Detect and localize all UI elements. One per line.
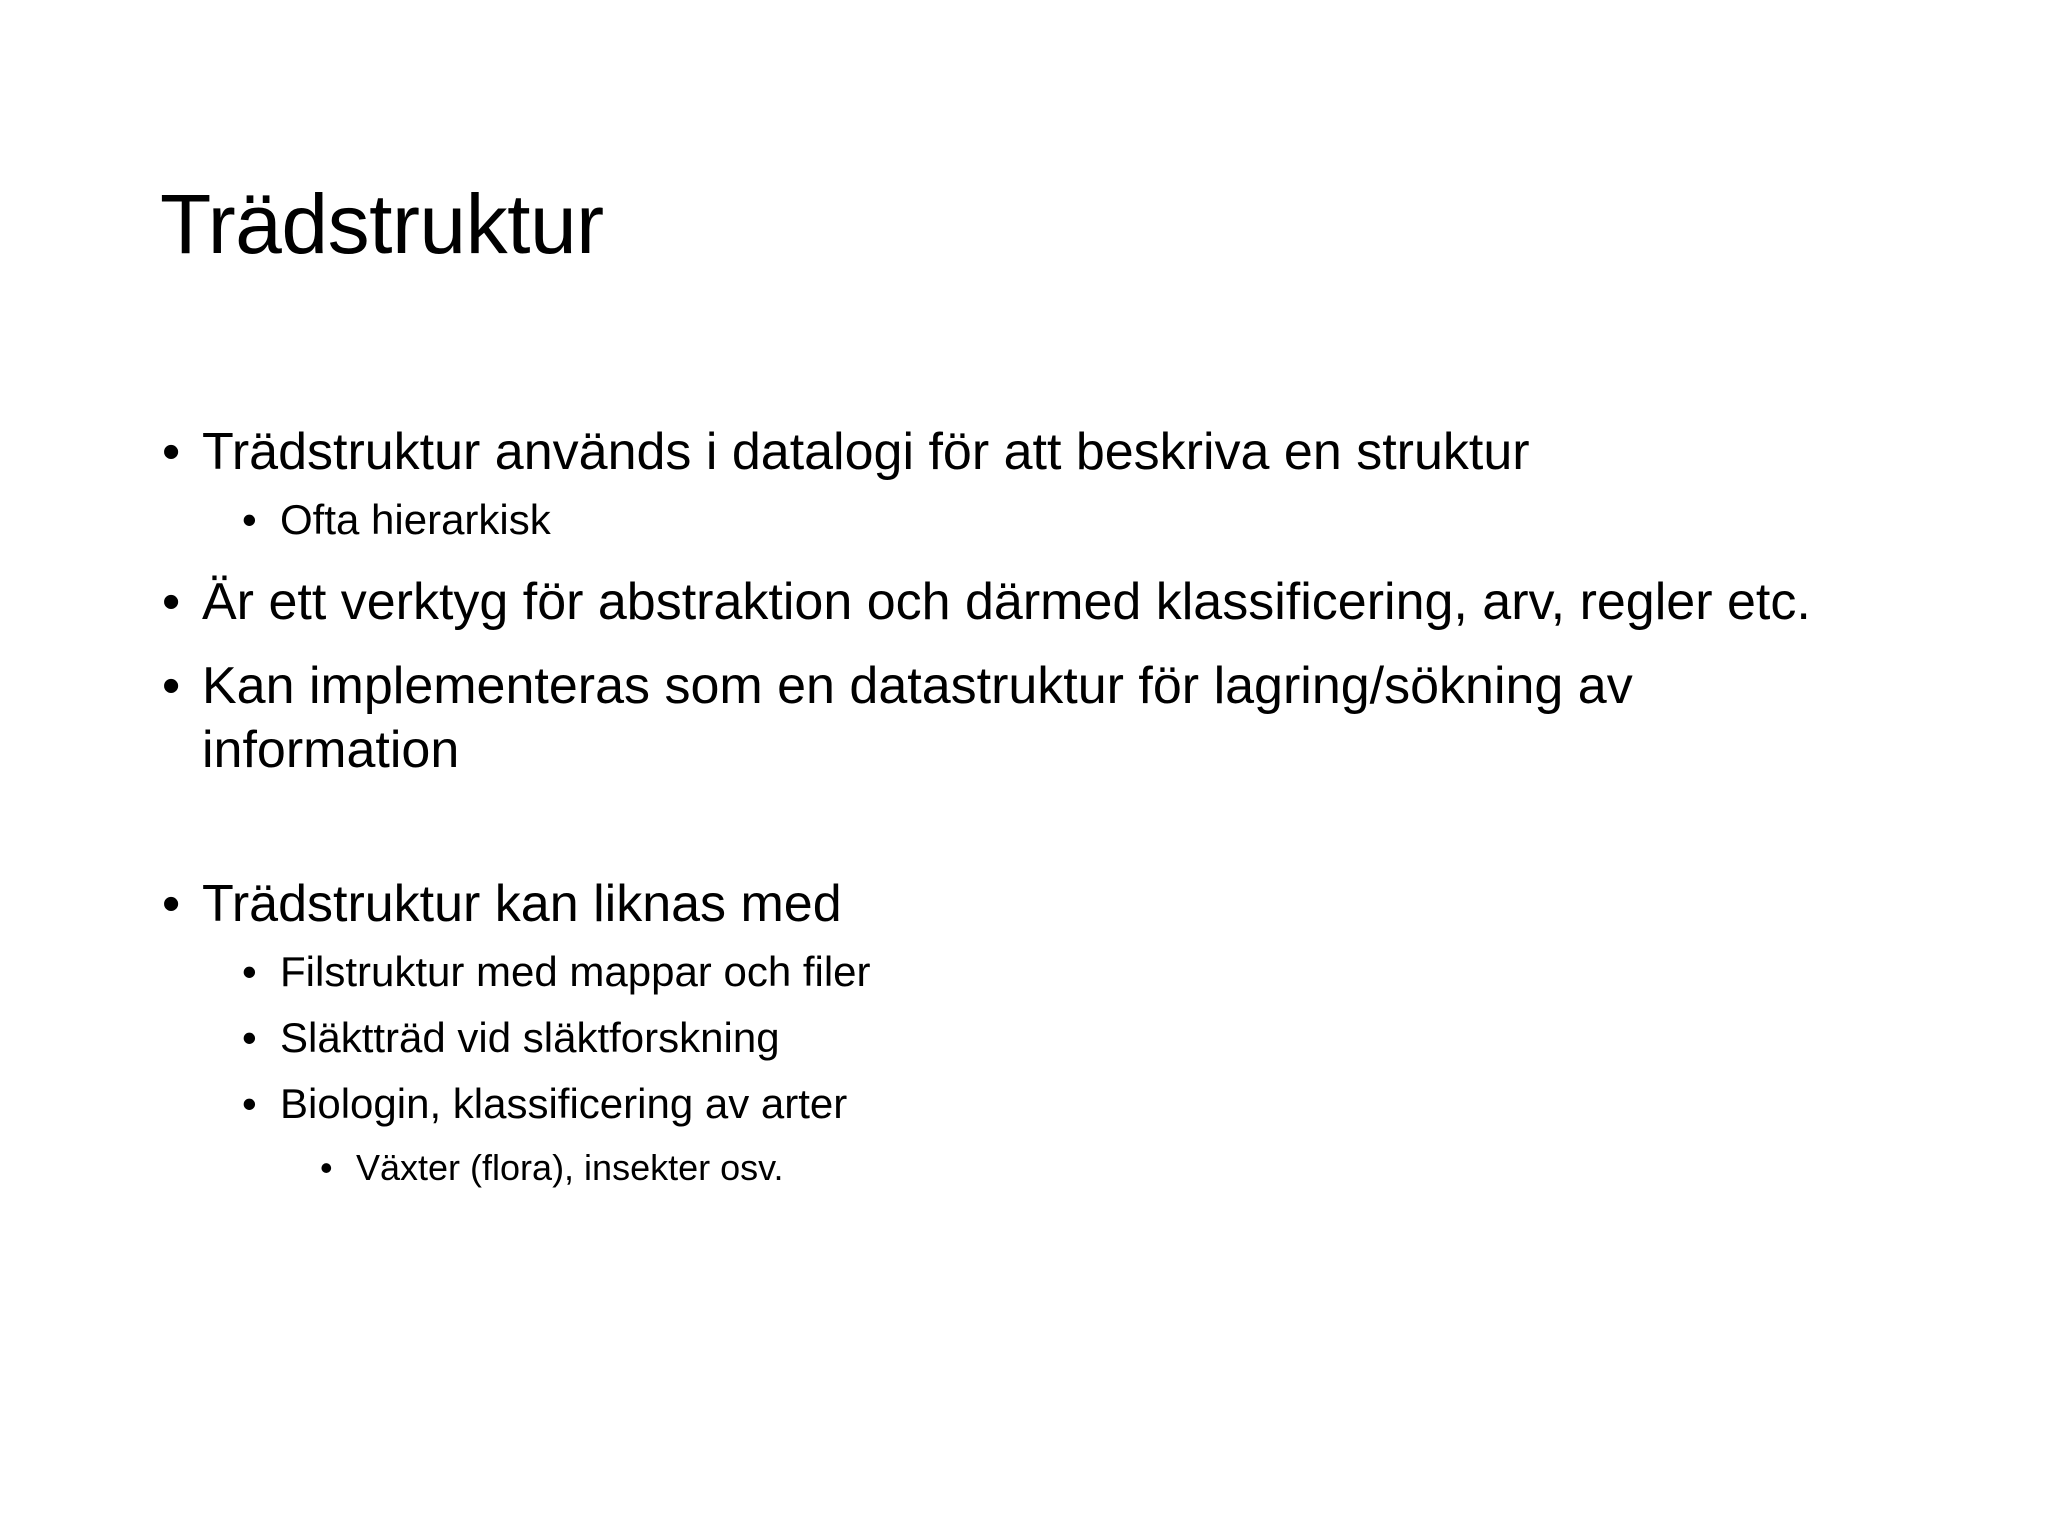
bullet-item: • Är ett verktyg för abstraktion och därmed klassificering, arv, regler etc. (160, 570, 1880, 634)
bullet-item: • Trädstruktur kan liknas med (160, 872, 1880, 936)
slide-title: Trädstruktur (160, 177, 604, 271)
bullet-item: • Kan implementeras som en datastruktur för lagring/sökning av information (160, 654, 1880, 782)
sub-bullet-item: • Släktträd vid släktforskning (160, 1008, 1880, 1068)
bullet-item: • Trädstruktur används i datalogi för att beskriva en struktur (160, 420, 1880, 484)
sub-bullet-item: • Filstruktur med mappar och filer (160, 942, 1880, 1002)
bullet-list (160, 420, 1880, 1198)
sub-sub-bullet-item: • Växter (flora), insekter osv. (160, 1138, 1880, 1198)
sub-bullet-item: • Biologin, klassificering av arter (160, 1074, 1880, 1134)
sub-bullet-item: • Ofta hierarkisk (160, 490, 1880, 550)
